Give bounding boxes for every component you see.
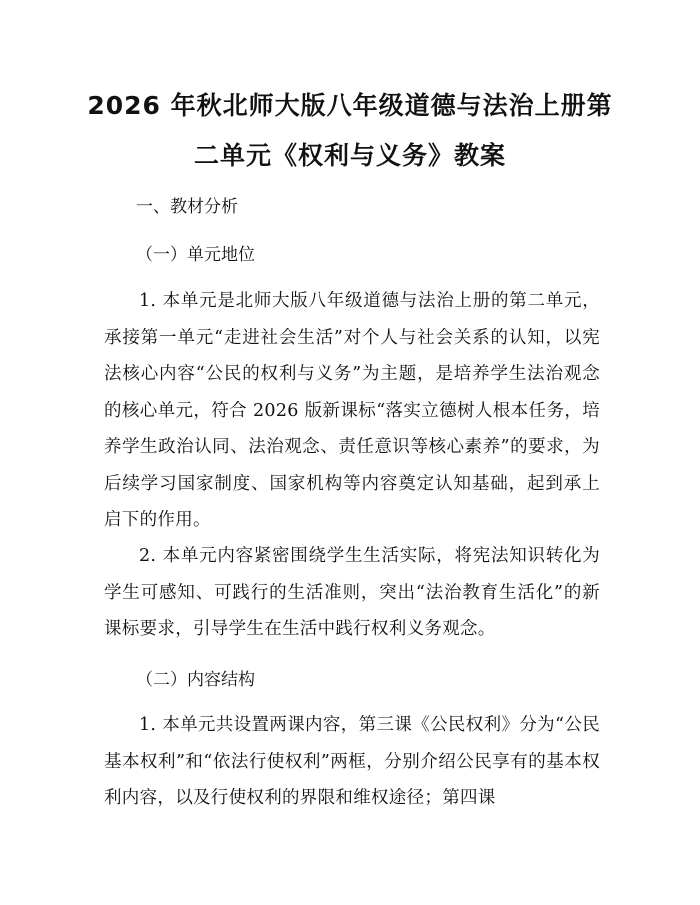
- subsection-heading-unit-position: （一）单元地位: [136, 245, 255, 265]
- paragraph-unit-position-1: 1. 本单元是北师大版八年级道德与法治上册的第二单元，承接第一单元“走进社会生活”对个人与社会关系的认知，以宪法核心内容“公民的权利与义务”为主题，是培养学生法治观念的核心单元，符合 2026 版新课标“落实立德树人根本任务，培养学生政治认同、法治观念、责任意识等核心素养”的要求，为后续学习国家制度、国家机构等内容奠定认知基础，起到承上启下的作用。: [104, 291, 600, 530]
- paragraph-unit-position-2: 2. 本单元内容紧密围绕学生生活实际，将宪法知识转化为学生可感知、可践行的生活准则，突出“法治教育生活化”的新课标要求，引导学生在生活中践行权利义务观念。: [104, 546, 600, 639]
- subsection-heading-content-structure: （二）内容结构: [136, 670, 255, 690]
- document-title-line-1: 2026 年秋北师大版八年级道德与法治上册第: [87, 91, 613, 120]
- section-heading-textbook-analysis: 一、教材分析: [136, 197, 238, 217]
- document-title-line-2: 二单元《权利与义务》教案: [193, 141, 506, 170]
- paragraph-content-structure-1: 1. 本单元共设置两课内容，第三课《公民权利》分为“公民基本权利”和“依法行使权利”两框，分别介绍公民享有的基本权利内容，以及行使权利的界限和维权途径；第四课: [104, 715, 600, 808]
